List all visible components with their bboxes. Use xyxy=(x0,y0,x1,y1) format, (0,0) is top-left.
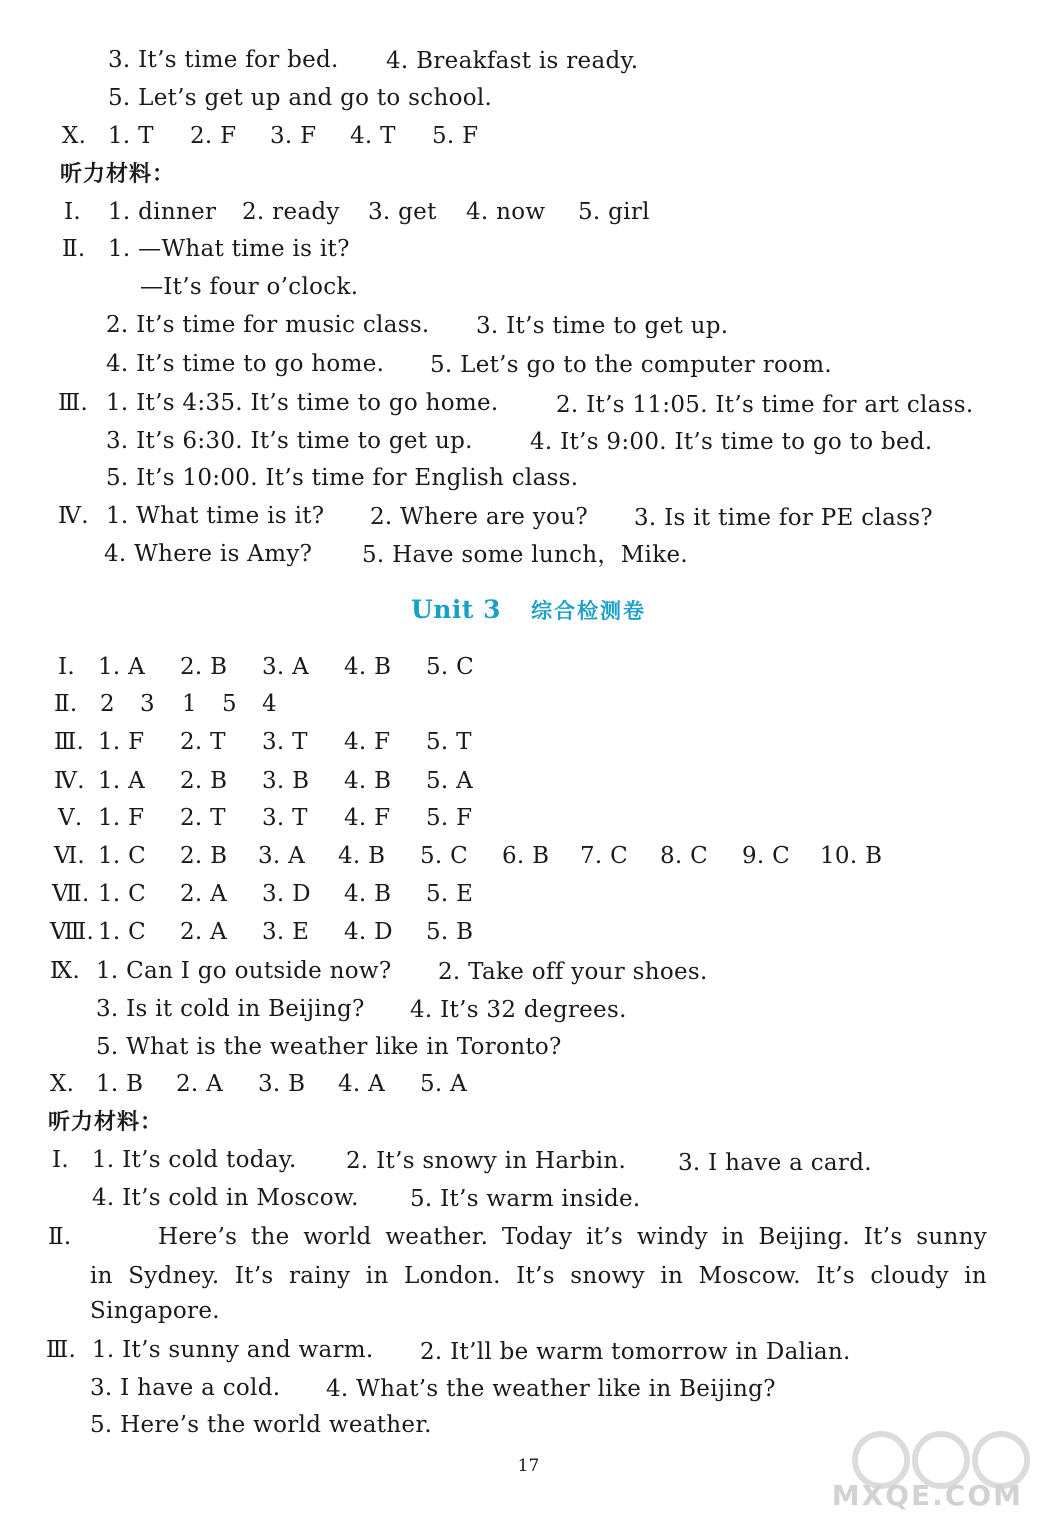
answer-item: 1. F xyxy=(98,805,145,831)
answer-item: 3. B xyxy=(258,1071,306,1097)
section-label: Ⅹ. xyxy=(50,1071,75,1097)
answer-text: 2. Where are you? xyxy=(370,504,588,530)
answer-item: 4. F xyxy=(344,729,391,755)
answer-item: 10. B xyxy=(820,843,883,869)
unit-title xyxy=(0,594,1057,627)
answer-text: 3. I have a cold. xyxy=(90,1375,281,1401)
answer-item: 3. B xyxy=(262,768,310,794)
section-label: Ⅲ. xyxy=(46,1337,77,1363)
answer-text: 4. It’s time to go home. xyxy=(106,351,385,377)
answer-text: 5. It’s warm inside. xyxy=(410,1186,641,1212)
answer-text: 1. What time is it? xyxy=(106,503,325,529)
answer-text: 1. Can I go outside now? xyxy=(96,958,392,984)
answer-item: 3. T xyxy=(262,729,308,755)
listening-paragraph-line: in Sydney. It’s rainy in London. It’s snowy in Moscow. It’s cloudy in xyxy=(90,1263,987,1289)
answer-item: 4. F xyxy=(344,805,391,831)
section-label: Ⅹ. xyxy=(62,123,87,149)
answer-item: 4 xyxy=(262,691,277,717)
answer-item: 2. A xyxy=(180,919,228,945)
answer-text: 5. What is the weather like in Toronto? xyxy=(96,1034,562,1060)
answer-text: 2. It’s snowy in Harbin. xyxy=(346,1148,627,1174)
answer-item: 3. A xyxy=(258,843,306,869)
section-label: Ⅲ. xyxy=(54,729,85,755)
answer-item: 2. A xyxy=(180,881,228,907)
answer-line xyxy=(108,45,339,75)
answer-item: 2. A xyxy=(176,1071,224,1097)
answer-text: 1. It’s sunny and warm. xyxy=(92,1337,374,1363)
answer-item: 4. A xyxy=(338,1071,386,1097)
section-label: Ⅷ. xyxy=(50,919,95,945)
answer-item: 1. A xyxy=(98,768,146,794)
unit-number: Unit 3 xyxy=(410,595,502,624)
answer-item: 1. F xyxy=(98,729,145,755)
answer-item: 8. C xyxy=(660,843,709,869)
answer-text: 4. It’s 32 degrees. xyxy=(410,997,627,1023)
answer-item: 2. B xyxy=(180,654,228,680)
answer-item: 2. B xyxy=(180,843,228,869)
answer-item: 5. A xyxy=(426,768,474,794)
answer-text: 5. Let’s go to the computer room. xyxy=(430,352,833,378)
listening-paragraph-line: Here’s the world weather. Today it’s windy in Beijing. It’s sunny xyxy=(158,1224,987,1250)
section-label: Ⅶ. xyxy=(52,881,90,907)
answer-text: —It’s four o’clock. xyxy=(140,274,359,300)
page-number: 17 xyxy=(517,1456,540,1476)
answer-item: 3. A xyxy=(262,654,310,680)
section-label: Ⅳ. xyxy=(54,768,85,794)
answer-item: 6. B xyxy=(502,843,550,869)
answer-item: 5. B xyxy=(426,919,474,945)
answer-item: 4. B xyxy=(344,881,392,907)
section-label: Ⅰ. xyxy=(58,654,75,680)
answer-item: 2. F xyxy=(190,123,237,149)
answer-text: 4. It’s cold in Moscow. xyxy=(92,1185,359,1211)
answer-text: 1. It’s 4:35. It’s time to go home. xyxy=(106,390,499,416)
answer-text: 1. —What time is it? xyxy=(108,236,350,262)
answer-text: 5. Here’s the world weather. xyxy=(90,1412,432,1438)
answer-item: 9. C xyxy=(742,843,791,869)
answer-text: 2. It’ll be warm tomorrow in Dalian. xyxy=(420,1339,851,1365)
watermark-text: MXQE.COM xyxy=(831,1479,1023,1512)
answer-item: 3 xyxy=(140,691,155,717)
answer-item: 3. E xyxy=(262,919,310,945)
answer-item: 2. B xyxy=(180,768,228,794)
answer-item: 3. F xyxy=(270,123,317,149)
answer-item: 5. T xyxy=(426,729,472,755)
answer-item: 1. T xyxy=(108,123,154,149)
unit-subtitle: 综合检测卷 xyxy=(531,598,647,623)
section-label: Ⅱ. xyxy=(54,691,78,717)
answer-text: 2. It’s 11:05. It’s time for art class. xyxy=(556,392,974,418)
answer-text: 5. Let’s get up and go to school. xyxy=(108,85,493,111)
answer-line xyxy=(386,46,638,76)
answer-text: 3. It’s 6:30. It’s time to get up. xyxy=(106,428,473,454)
answer-text: 4. It’s 9:00. It’s time to go to bed. xyxy=(530,429,933,455)
section-label: Ⅴ. xyxy=(58,805,83,831)
answer-item: 5 xyxy=(222,691,237,717)
answer-text: 3. Is it time for PE class? xyxy=(634,505,933,531)
answer-item: 3. D xyxy=(262,881,311,907)
answer-item: 1. C xyxy=(98,881,147,907)
answer-item: 4. D xyxy=(344,919,393,945)
answer-item: 4. B xyxy=(338,843,386,869)
answer-item: 4. B xyxy=(344,654,392,680)
answer-item: 2. ready xyxy=(242,199,340,225)
section-label: Ⅲ. xyxy=(58,390,89,416)
answer-item: 5. C xyxy=(426,654,475,680)
answer-text: 4. Breakfast is ready. xyxy=(386,48,639,74)
answer-item: 2. T xyxy=(180,805,226,831)
answer-text: 1. It’s cold today. xyxy=(92,1147,297,1173)
answer-text: 3. I have a card. xyxy=(678,1150,872,1176)
section-label: Ⅳ. xyxy=(58,503,89,529)
answer-text: 4. What’s the weather like in Beijing? xyxy=(326,1376,776,1402)
answer-item: 2. T xyxy=(180,729,226,755)
answer-item: 1. dinner xyxy=(108,199,217,225)
answer-text: 3. It’s time for bed. xyxy=(108,47,339,73)
answer-text: 5. It’s 10:00. It’s time for English class. xyxy=(106,465,579,491)
answer-item: 4. B xyxy=(344,768,392,794)
answer-text: 3. Is it cold in Beijing? xyxy=(96,996,365,1022)
answer-item: 3. T xyxy=(262,805,308,831)
answer-item: 5. F xyxy=(432,123,479,149)
answer-item: 5. F xyxy=(426,805,473,831)
section-label: Ⅱ. xyxy=(62,236,86,262)
answer-line xyxy=(108,83,492,113)
answer-item: 5. E xyxy=(426,881,474,907)
listening-paragraph-line: Singapore. xyxy=(90,1298,220,1324)
answer-item: 5. girl xyxy=(578,199,650,225)
answer-item: 2 xyxy=(100,691,115,717)
answer-item: 1. C xyxy=(98,919,147,945)
section-label: Ⅸ. xyxy=(50,958,81,984)
answer-item: 1. B xyxy=(96,1071,144,1097)
section-label: Ⅰ. xyxy=(64,199,81,225)
section-heading: 听力材料： xyxy=(60,161,176,187)
section-heading: 听力材料： xyxy=(48,1109,164,1135)
answer-text: 5. Have some lunch，Mike. xyxy=(362,542,688,568)
answer-item: 1. A xyxy=(98,654,146,680)
answer-item: 5. C xyxy=(420,843,469,869)
answer-text: 2. Take off your shoes. xyxy=(438,959,708,985)
answer-item: 5. A xyxy=(420,1071,468,1097)
answer-item: 3. get xyxy=(368,199,437,225)
answer-text: 4. Where is Amy? xyxy=(104,541,313,567)
answer-item: 7. C xyxy=(580,843,629,869)
answer-item: 1. C xyxy=(98,843,147,869)
watermark-logo xyxy=(831,1422,1041,1522)
answer-item: 4. now xyxy=(466,199,546,225)
answer-text: 3. It’s time to get up. xyxy=(476,313,729,339)
section-label: Ⅱ. xyxy=(48,1224,72,1250)
answer-item: 1 xyxy=(182,691,197,717)
section-label: Ⅰ. xyxy=(52,1147,69,1173)
answer-text: 2. It’s time for music class. xyxy=(106,312,430,338)
answer-row-x-top xyxy=(62,121,86,151)
answer-item: 4. T xyxy=(350,123,396,149)
section-label: Ⅵ. xyxy=(54,843,86,869)
